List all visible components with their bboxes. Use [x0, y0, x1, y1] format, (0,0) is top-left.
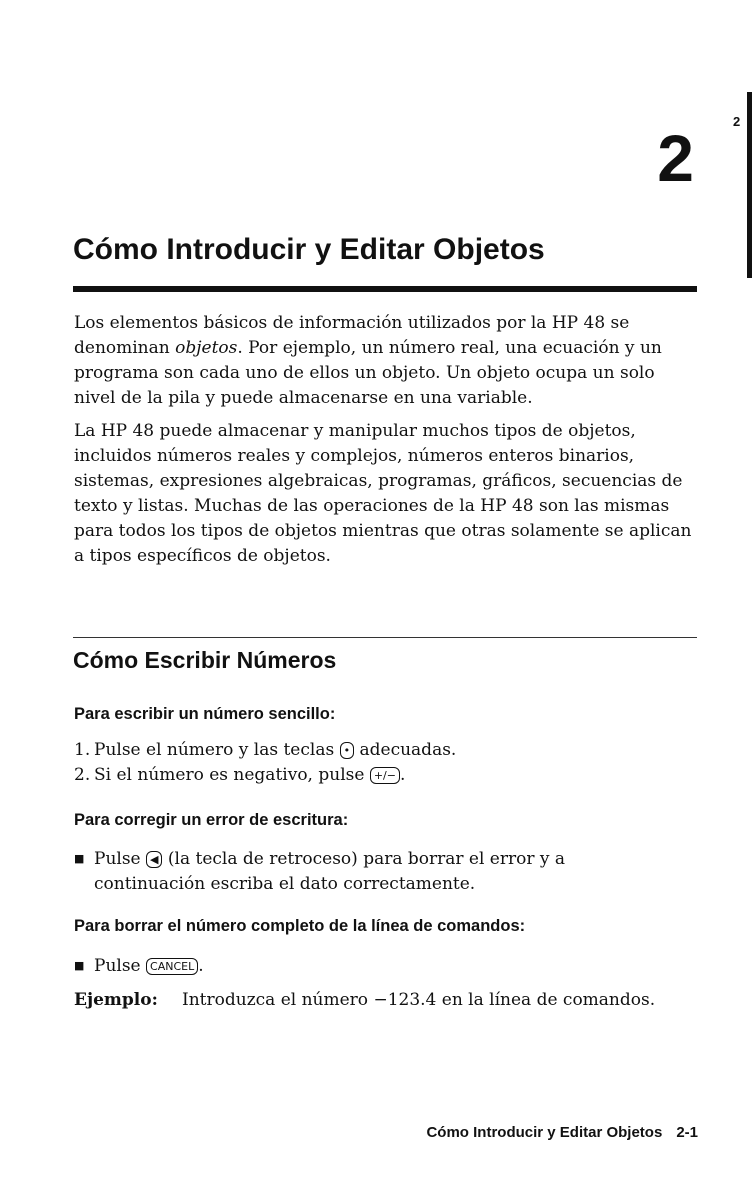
chapter-title: Cómo Introducir y Editar Objetos	[73, 233, 545, 266]
steps-clear-number	[74, 953, 699, 979]
steps-correct-error	[74, 846, 699, 897]
step-text: Pulse	[94, 956, 147, 976]
intro-paragraph-2: La HP 48 puede almacenar y manipular muchos tipos de objetos, incluidos números reales y complejos, números enteros binarios, sistemas, expresiones algebraicas, programas, gráficos, secuencias de texto y listas. Muchas de las operaciones de la HP 48 son las mismas para todos los tipos de objetos mientras que otras solamente se aplican a tipos específicos de objetos.	[74, 421, 692, 566]
footer-title: Cómo Introducir y Editar Objetos	[426, 1124, 663, 1141]
intro-p1-text-a: Los elementos básicos de información utilizados por la HP 48 se denominan	[74, 313, 630, 358]
example	[74, 988, 699, 1013]
step-text: Pulse	[94, 849, 147, 869]
example-label: Ejemplo:	[74, 990, 158, 1010]
step-text: continuación escriba el dato correctamente.	[94, 874, 476, 894]
list-item	[74, 763, 699, 788]
step-text: Pulse el número y las teclas	[94, 740, 340, 760]
step-text: (la tecla de retroceso) para borrar el error y a	[162, 849, 566, 869]
intro-paragraph-1	[74, 311, 699, 411]
step-text: Si el número es negativo, pulse	[94, 765, 370, 785]
steps-enter-number	[74, 738, 699, 788]
step-text: adecuadas.	[354, 740, 457, 760]
chapter-tab-bar	[747, 92, 752, 278]
step-text: .	[198, 956, 204, 976]
chapter-tab-number: 2	[733, 114, 741, 129]
subsection-heading-enter-number: Para escribir un número sencillo:	[74, 705, 336, 723]
backspace-key: ◀	[146, 851, 162, 868]
bullet-icon: ■	[74, 852, 85, 865]
example-text: Introduzca el número −123.4 en la línea de comandos.	[182, 990, 656, 1010]
cancel-key: CANCEL	[146, 958, 198, 975]
bullet-icon: ■	[74, 959, 85, 972]
list-item	[74, 953, 699, 979]
step-text: .	[399, 765, 406, 785]
page-number: 2-1	[676, 1124, 698, 1141]
step-number: 2.	[74, 765, 91, 785]
subsection-heading-clear-number: Para borrar el número completo de la línea de comandos:	[74, 917, 526, 935]
sign-change-key: +/−	[370, 767, 400, 784]
page-footer	[426, 1124, 698, 1141]
step-number: 1.	[74, 740, 91, 760]
decimal-point-key: •	[340, 742, 355, 759]
section-title: Cómo Escribir Números	[73, 647, 337, 673]
intro-p1-text-b: . Por ejemplo, un número real, una ecuación y un programa son cada uno de ellos un objeto. Un objeto ocupa un solo nivel de la pila y puede almacenarse en una variable.	[74, 338, 662, 408]
subsection-heading-correct-error: Para corregir un error de escritura:	[74, 811, 349, 829]
intro-p1-emphasis: objetos	[175, 338, 238, 358]
chapter-number: 2	[657, 121, 694, 195]
section-divider	[73, 637, 697, 638]
list-item	[74, 738, 699, 763]
chapter-title-rule	[73, 286, 697, 292]
list-item	[74, 846, 699, 897]
